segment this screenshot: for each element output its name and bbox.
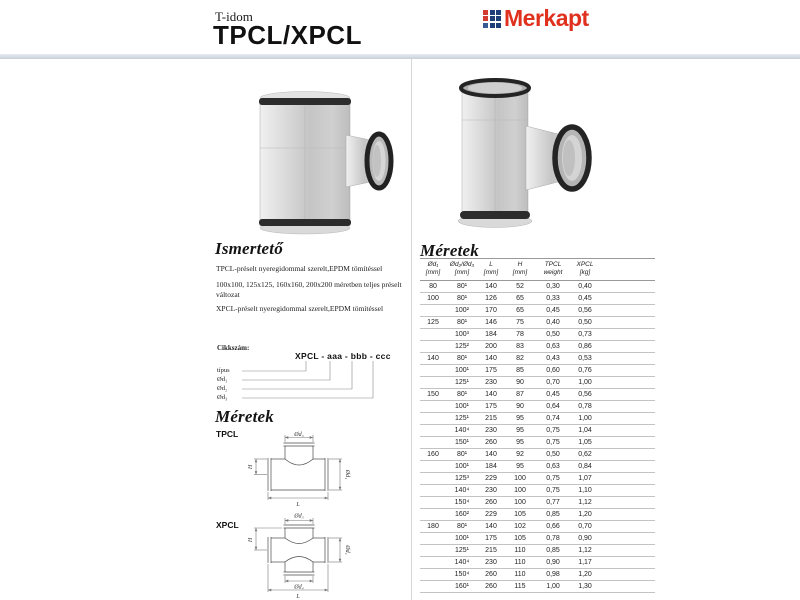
table-row: 100¹ 175 105 0,78 0,90 — [420, 532, 655, 544]
article-number-connector-lines — [215, 356, 410, 404]
col-l: L [mm] — [478, 259, 504, 281]
table-row: 100¹ 175 90 0,64 0,78 — [420, 400, 655, 412]
table-row: 100¹ 175 85 0,60 0,76 — [420, 364, 655, 376]
legend-d1: Ød₁ — [217, 376, 228, 383]
header-divider-bar — [0, 54, 800, 59]
table-row: 125² 200 83 0,63 0,86 — [420, 340, 655, 352]
col-xpcl-kg: XPCL [kg] — [570, 259, 600, 281]
meretek-left-heading: Méretek — [215, 407, 274, 426]
col-d2-d3: Ød₂/Ød₃ [mm] — [446, 259, 478, 281]
dim-label-l: L — [296, 594, 300, 600]
meretek-table-heading: Méretek — [420, 241, 479, 260]
table-row: 160² 229 105 0,85 1,20 — [420, 508, 655, 520]
table-row: 140⁴ 230 110 0,90 1,17 — [420, 556, 655, 568]
table-row: 150⁴ 260 110 0,98 1,20 — [420, 568, 655, 580]
xpcl-product-photo — [432, 60, 628, 242]
page-title: TPCL/XPCL — [213, 20, 362, 50]
table-row: 125 80¹ 146 75 0,40 0,50 — [420, 316, 655, 328]
col-spacer — [600, 259, 655, 281]
dim-label-d4: Ød₄ — [294, 584, 304, 591]
xpcl-drawing-label: XPCL — [216, 520, 239, 530]
table-row: 140⁴ 230 100 0,75 1,10 — [420, 484, 655, 496]
table-row: 100³ 184 78 0,50 0,73 — [420, 328, 655, 340]
dim-label-d3: Ød₃ — [294, 431, 304, 438]
col-d1: Ød₁ [mm] — [420, 259, 446, 281]
table-row: 160 80¹ 140 92 0,50 0,62 — [420, 448, 655, 460]
description-paragraph: 100x100, 125x125, 160x160, 200x200 méretben teljes préselt változat — [216, 280, 402, 299]
table-row: 125¹ 230 90 0,70 1,00 — [420, 376, 655, 388]
table-row: 140 80¹ 140 82 0,43 0,53 — [420, 352, 655, 364]
table-row: 140⁴ 230 95 0,75 1,04 — [420, 424, 655, 436]
dim-label-h: H — [248, 537, 254, 543]
tpcl-dimension-drawing — [245, 430, 360, 508]
dim-label-l: L — [296, 502, 300, 508]
merkapt-grid-icon — [483, 10, 501, 28]
table-row: 150 80¹ 140 87 0,45 0,56 — [420, 388, 655, 400]
article-number-code: XPCL - aaa - bbb - ccc — [295, 351, 391, 361]
table-row: 160¹ 260 115 1,00 1,30 — [420, 580, 655, 592]
col-h: H [mm] — [504, 259, 536, 281]
legend-d3: Ød₃ — [217, 394, 228, 401]
table-row: 100 80¹ 126 65 0,33 0,45 — [420, 292, 655, 304]
description-paragraph: TPCL-préselt nyeregidommal szerelt,EPDM tömítéssel — [216, 264, 383, 273]
tpcl-drawing-label: TPCL — [216, 429, 239, 439]
description-paragraph: XPCL-préselt nyeregidommal szerelt,EPDM tömítéssel — [216, 304, 384, 313]
table-row: 150¹ 260 95 0,75 1,05 — [420, 436, 655, 448]
merkapt-logo-text: Merkapt — [504, 5, 589, 31]
dimensions-table-header — [420, 259, 655, 281]
dim-label-d3: Ød₃ — [294, 513, 304, 520]
ismerteto-heading: Ismertető — [215, 239, 283, 258]
legend-d2: Ød₂ — [217, 385, 228, 392]
table-row: 125¹ 215 110 0,85 1,12 — [420, 544, 655, 556]
table-row: 80 80¹ 140 52 0,30 0,40 — [429, 282, 592, 290]
article-number-label: Cikkszám: — [217, 344, 250, 352]
table-row: 100² 170 65 0,45 0,56 — [420, 304, 655, 316]
table-row: 150⁴ 260 100 0,77 1,12 — [420, 496, 655, 508]
product-family-subtitle: T-idom — [215, 9, 253, 24]
dim-label-d1: Ød₁ — [344, 545, 350, 555]
merkapt-logo — [483, 5, 589, 32]
col-tpcl-weight: TPCL weight — [536, 259, 570, 281]
dim-label-d1: Ød₁ — [344, 469, 350, 480]
tpcl-product-photo — [228, 60, 412, 242]
table-row: 125³ 229 100 0,75 1,07 — [420, 472, 655, 484]
dim-label-h: H — [248, 464, 254, 470]
legend-tipus: típus — [217, 367, 230, 374]
table-row: 180 80¹ 140 102 0,66 0,70 — [420, 520, 655, 532]
table-row: 100¹ 184 95 0,63 0,84 — [420, 460, 655, 472]
xpcl-dimension-drawing — [245, 512, 360, 600]
table-row: 125¹ 215 95 0,74 1,00 — [420, 412, 655, 424]
dimensions-table — [420, 258, 655, 593]
dimensions-table-body — [420, 280, 655, 592]
